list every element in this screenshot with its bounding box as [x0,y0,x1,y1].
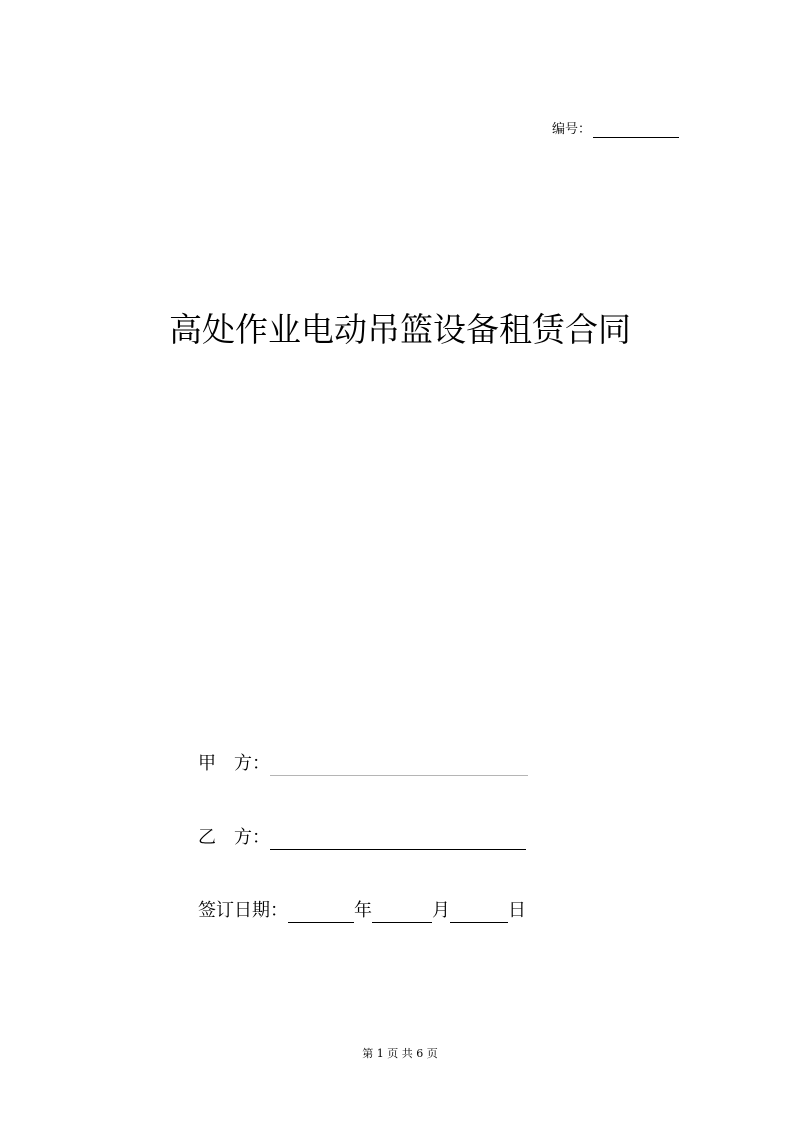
document-title: 高处作业电动吊篮设备租赁合同 [169,310,631,349]
page-footer: 第 1 页 共 6 页 [362,1047,438,1060]
party-a-blank[interactable] [270,753,528,776]
party-a-label-char1: 甲 [198,753,216,774]
day-label: 日 [508,900,526,921]
signing-date-label: 签订日期： [198,900,288,921]
month-label: 月 [432,900,450,921]
signing-date-field [198,899,526,923]
year-label: 年 [354,900,372,921]
party-b-blank[interactable] [270,827,526,850]
serial-number-label: 编号： [552,122,592,137]
year-blank[interactable] [288,900,354,923]
party-b-label-char2: 方： [234,827,270,848]
party-b-field [198,826,526,850]
party-a-label-char2: 方： [234,753,270,774]
party-b-label-char1: 乙 [198,827,216,848]
day-blank[interactable] [450,900,508,923]
serial-number-field [552,122,679,138]
month-blank[interactable] [372,900,432,923]
serial-number-blank[interactable] [593,122,679,138]
party-a-field [198,752,528,776]
